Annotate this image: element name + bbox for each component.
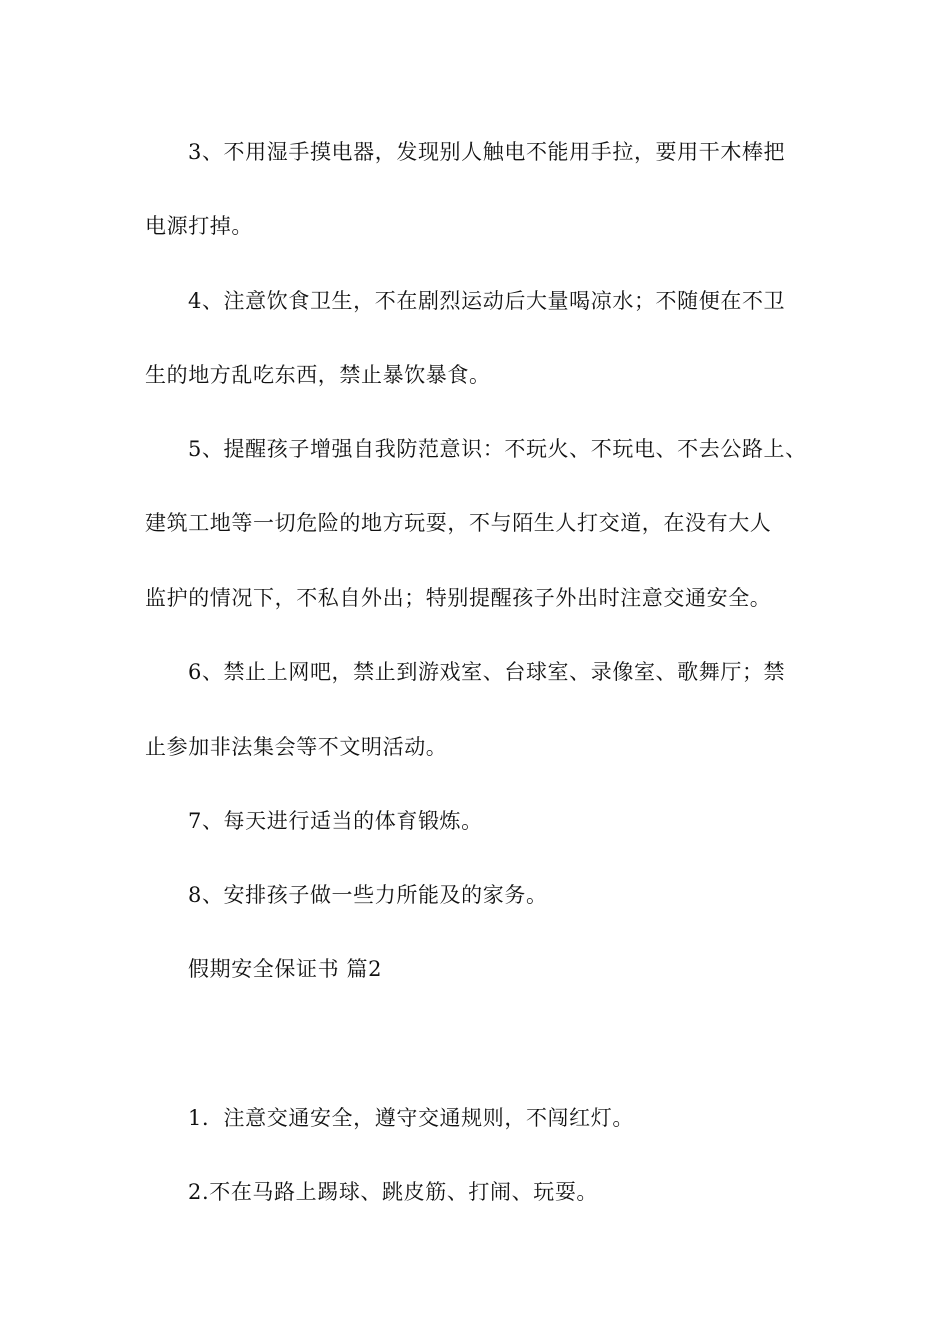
paragraph-7: 7、每天进行适当的体育锻炼。 bbox=[188, 809, 483, 833]
rule-2: 2.不在马路上踢球、跳皮筋、打闹、玩耍。 bbox=[188, 1180, 599, 1204]
paragraph-3-line-1: 3、不用湿手摸电器，发现别人触电不能用手拉，要用干木棒把 bbox=[188, 140, 786, 164]
paragraph-5-line-2: 建筑工地等一切危险的地方玩耍，不与陌生人打交道，在没有大人 bbox=[145, 511, 772, 535]
paragraph-4-line-2: 生的地方乱吃东西，禁止暴饮暴食。 bbox=[145, 363, 491, 387]
paragraph-5-line-3: 监护的情况下，不私自外出；特别提醒孩子外出时注意交通安全。 bbox=[145, 586, 772, 610]
paragraph-6-line-1: 6、禁止上网吧，禁止到游戏室、台球室、录像室、歌舞厅；禁 bbox=[188, 660, 786, 684]
paragraph-5-line-1: 5、提醒孩子增强自我防范意识：不玩火、不玩电、不去公路上、 bbox=[188, 437, 807, 461]
paragraph-3-line-2: 电源打掉。 bbox=[145, 214, 253, 238]
section-heading: 假期安全保证书 篇2 bbox=[188, 957, 383, 981]
paragraph-8: 8、安排孩子做一些力所能及的家务。 bbox=[188, 883, 548, 907]
paragraph-4-line-1: 4、注意饮食卫生，不在剧烈运动后大量喝凉水；不随便在不卫 bbox=[188, 289, 786, 313]
rule-1: 1．注意交通安全，遵守交通规则，不闯红灯。 bbox=[188, 1106, 634, 1130]
paragraph-6-line-2: 止参加非法集会等不文明活动。 bbox=[145, 735, 448, 759]
